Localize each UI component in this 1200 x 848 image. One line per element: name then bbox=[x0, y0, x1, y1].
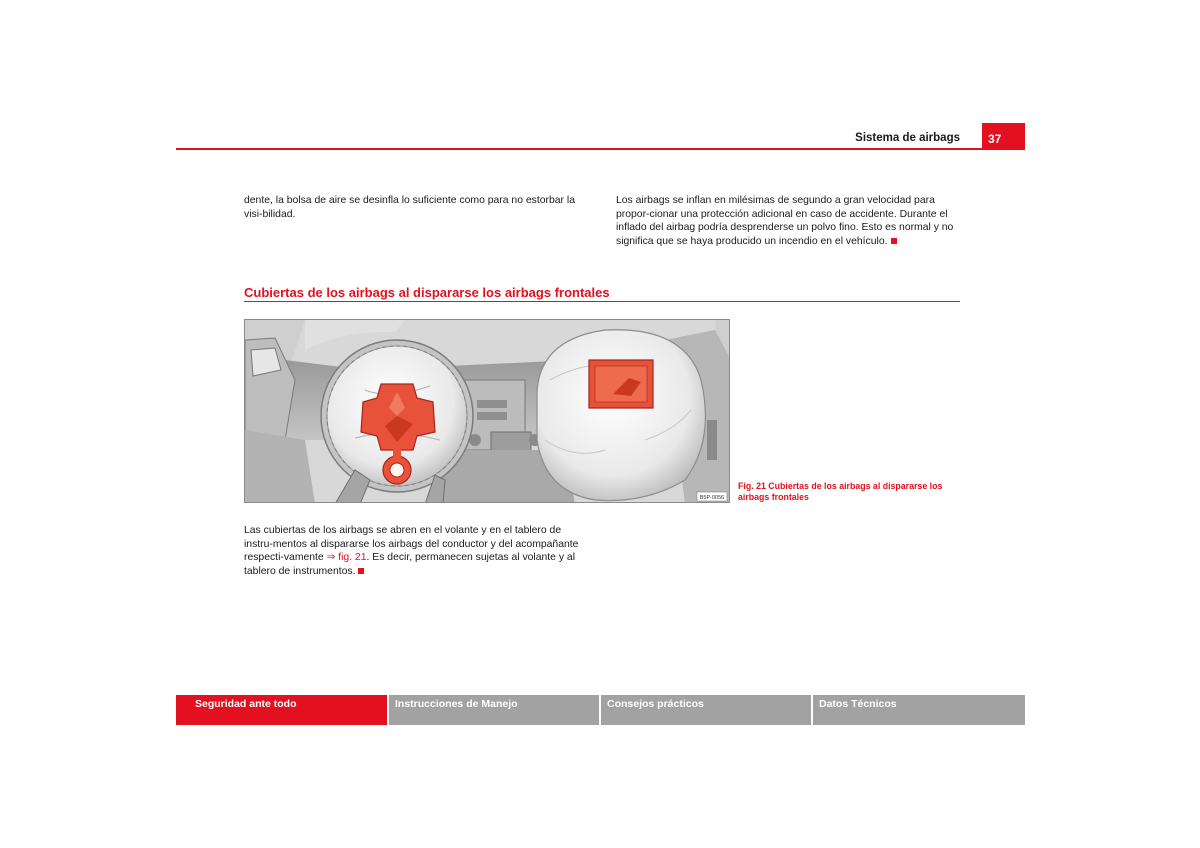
paragraph-covers-text-a: Las cubiertas de los airbags se abren en el volante y en el tablero de instru-mentos al dispararse los airbags del conductor y del acompañante respecti-vamente bbox=[244, 525, 579, 564]
header-rule bbox=[176, 148, 1025, 150]
figure-airbag-covers bbox=[244, 319, 730, 503]
paragraph-continued-text: dente, la bolsa de aire se desinfla lo suficiente como para no estorbar la visi-bilidad. bbox=[244, 195, 575, 220]
section-rule bbox=[244, 301, 960, 302]
figure-reference-link[interactable]: ⇒ fig. 21 bbox=[326, 552, 367, 564]
paragraph-covers-text-b: . Es decir, permanecen sujetas al volante y al tablero de instrumentos. bbox=[244, 552, 576, 577]
page-number-badge: 37 bbox=[982, 123, 1025, 150]
nav-tab-seguridad[interactable] bbox=[176, 695, 387, 725]
nav-tab-label: Datos Técnicos bbox=[819, 698, 897, 710]
paragraph-continued bbox=[244, 194, 590, 221]
paragraph-inflation-text: Los airbags se inflan en milésimas de segundo a gran velocidad para propor-cionar una protección adicional en caso de accidente. Durante el inflado del airbag podría desprenderse un polvo fino. Esto es normal y no significa que se haya producido un incendio en el vehículo. bbox=[616, 195, 954, 247]
end-of-section-icon bbox=[891, 238, 897, 244]
figure-code-label: B5P-0056 bbox=[699, 495, 725, 501]
page-header-title: Sistema de airbags bbox=[855, 132, 960, 144]
figure-caption: Fig. 21 Cubiertas de los airbags al dispararse los airbags frontales bbox=[738, 481, 943, 502]
airbag-illustration bbox=[245, 320, 730, 503]
end-of-section-icon bbox=[358, 568, 364, 574]
nav-tab-label: Instrucciones de Manejo bbox=[395, 698, 518, 710]
nav-tab-instrucciones[interactable] bbox=[389, 695, 599, 725]
nav-tab-label: Seguridad ante todo bbox=[195, 698, 297, 710]
nav-tab-label: Consejos prácticos bbox=[607, 698, 704, 710]
nav-tab-consejos[interactable] bbox=[601, 695, 811, 725]
paragraph-inflation bbox=[616, 194, 962, 248]
nav-tab-datos[interactable] bbox=[813, 695, 1025, 725]
section-heading: Cubiertas de los airbags al dispararse los airbags frontales bbox=[244, 285, 610, 300]
paragraph-covers bbox=[244, 524, 590, 578]
